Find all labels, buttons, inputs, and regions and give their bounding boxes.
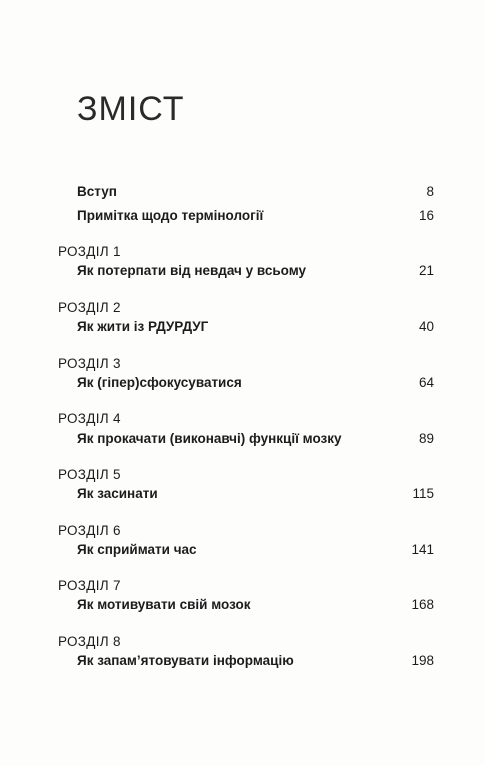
- toc-entry-terminology-note[interactable]: [77, 208, 434, 224]
- chapter-label: РОЗДІЛ 8: [58, 634, 121, 649]
- toc-entry-title: Як жити із РДУРДУГ: [77, 319, 209, 334]
- toc-entry-chapter-8[interactable]: [77, 653, 434, 669]
- toc-entry-title: Як сприймати час: [77, 542, 197, 557]
- chapter-label: РОЗДІЛ 5: [58, 467, 121, 482]
- toc-entry-intro[interactable]: [77, 184, 434, 200]
- toc-entry-title: Примітка щодо термінології: [77, 208, 264, 223]
- toc-entry-page: 64: [418, 375, 434, 390]
- chapter-label: РОЗДІЛ 3: [58, 356, 121, 371]
- toc-entry-title: Вступ: [77, 184, 117, 199]
- chapter-label: РОЗДІЛ 7: [58, 578, 121, 593]
- toc-entry-title: Як мотивувати свій мозок: [77, 597, 251, 612]
- toc-entry-title: Як засинати: [77, 486, 158, 501]
- toc-entry-page: 115: [412, 486, 434, 501]
- chapter-label: РОЗДІЛ 6: [58, 523, 121, 538]
- toc-entry-page: 40: [418, 319, 434, 334]
- toc-entry-chapter-7[interactable]: [77, 597, 434, 613]
- toc-entry-page: 21: [418, 263, 434, 278]
- toc-entry-chapter-6[interactable]: [77, 542, 434, 558]
- toc-entry-chapter-5[interactable]: [77, 486, 434, 502]
- toc-entry-page: 89: [418, 431, 434, 446]
- toc-entry-chapter-1[interactable]: [77, 263, 434, 279]
- toc-entry-chapter-4[interactable]: [77, 431, 434, 447]
- chapter-label: РОЗДІЛ 1: [58, 244, 121, 259]
- toc-entry-title: Як (гіпер)сфокусуватися: [77, 375, 242, 390]
- toc-entry-page: 141: [411, 542, 434, 557]
- toc-entry-title: Як потерпати від невдач у всьому: [77, 263, 307, 278]
- toc-entry-page: 168: [411, 597, 434, 612]
- chapter-label: РОЗДІЛ 2: [58, 300, 121, 315]
- toc-entry-chapter-2[interactable]: [77, 319, 434, 335]
- toc-entry-page: 16: [418, 208, 434, 223]
- toc-entry-page: 198: [411, 653, 434, 668]
- toc-entry-chapter-3[interactable]: [77, 375, 434, 391]
- page-title: ЗМІСТ: [77, 90, 185, 128]
- toc-entry-page: 8: [426, 184, 434, 199]
- toc-entry-title: Як запам’ятовувати інформацію: [77, 653, 294, 668]
- toc-entry-title: Як прокачати (виконавчі) функції мозку: [77, 431, 342, 446]
- chapter-label: РОЗДІЛ 4: [58, 411, 121, 426]
